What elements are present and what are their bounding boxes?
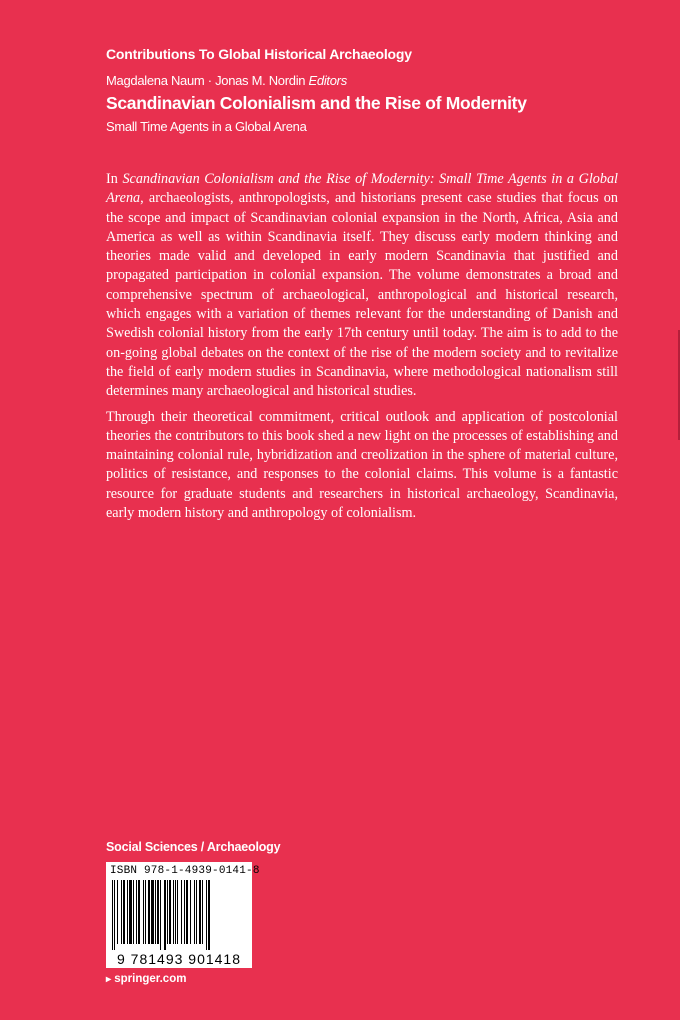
barcode-bar: [175, 880, 176, 944]
barcode-bar: [145, 880, 146, 944]
barcode-bar: [206, 880, 207, 950]
publisher-url: springer.com: [114, 973, 187, 985]
barcode-bar: [123, 880, 125, 944]
barcode-bar: [169, 880, 171, 944]
publisher-link[interactable]: [106, 973, 186, 985]
barcode-bar: [167, 880, 168, 944]
barcode-bar: [133, 880, 134, 944]
barcode-bar: [160, 880, 161, 950]
barcode: [106, 862, 260, 968]
barcode-bar: [157, 880, 159, 944]
book-subtitle: Small Time Agents in a Global Arena: [106, 119, 307, 134]
barcode-bar: [117, 880, 118, 944]
editors-line: [106, 73, 347, 88]
barcode-bar: [196, 880, 197, 944]
barcode-bar: [129, 880, 132, 944]
subject-category: Social Sciences / Archaeology: [106, 840, 281, 854]
barcode-bar: [181, 880, 182, 944]
editor-names: Magdalena Naum · Jonas M. Nordin: [106, 73, 306, 88]
book-title: Scandinavian Colonialism and the Rise of Modernity: [106, 93, 527, 113]
p1-rest: , archaeologists, anthropologists, and historians present case studies that focus on the scope and impact of Scandinavian colonial expansion in the North, Africa, Asia and America as well as within Scandinavia itself. They discuss early modern thinking and theories made valid and developed in early modern Scandinavia that justified and propagated participation in colonial expansion. The volume demonstrates a broad and comprehensive spectrum of archaeological, anthropological and historical research, which engages with a variation of themes relevant for the understanding of Danish and Swedish colonial history from the early 17th century until today. The aim is to add to the on-going global debates on the context of the rise of the modern society and to revitalize the field of early modern studies in Scandinavia, where methodological nationalism still determines many archaeological and historical studies.: [106, 190, 618, 400]
barcode-bar: [199, 880, 201, 944]
barcode-bar: [121, 880, 122, 944]
description: [106, 170, 618, 529]
barcode-bar: [112, 880, 113, 950]
barcode-bar: [173, 880, 174, 944]
barcode-bar: [127, 880, 128, 944]
barcode-digits: 9 781493 901418: [117, 951, 241, 967]
barcode-bar: [136, 880, 137, 944]
series-name: Contributions To Global Historical Archaeology: [106, 46, 412, 62]
barcode-bar: [194, 880, 195, 944]
description-paragraph-1: [106, 170, 618, 402]
editor-role: Editors: [308, 73, 347, 88]
barcode-bar: [143, 880, 144, 944]
barcode-bar: [148, 880, 150, 944]
barcode-bar: [208, 880, 210, 950]
p1-book-title: Scandinavian Colonialism and the Rise of Modernity: Small Time Agents in a Global Arena: [106, 171, 618, 207]
p1-intro: In: [106, 171, 123, 187]
barcode-bar: [190, 880, 191, 944]
barcode-bars: [110, 880, 248, 950]
barcode-bar: [164, 880, 166, 950]
arrow-icon: ▸: [106, 974, 112, 985]
isbn-label: ISBN 978-1-4939-0141-8: [110, 865, 260, 877]
barcode-bar: [155, 880, 156, 944]
barcode-bar: [186, 880, 188, 944]
barcode-bar: [177, 880, 178, 944]
barcode-bar: [202, 880, 203, 944]
barcode-bar: [138, 880, 140, 944]
barcode-bar: [184, 880, 185, 944]
description-paragraph-2: Through their theoretical commitment, critical outlook and application of postcolonial theories the contributors to this book shed a new light on the processes of establishing and maintaining colonial rule, hybridization and creolization in the sphere of material culture, politics of resistance, and responses to the colonial claims. This volume is a fantastic resource for graduate students and researchers in historical archaeology, Scandinavia, early modern history and anthropology of colonialism.: [106, 408, 618, 522]
barcode-bar: [114, 880, 115, 950]
barcode-bar: [151, 880, 154, 944]
